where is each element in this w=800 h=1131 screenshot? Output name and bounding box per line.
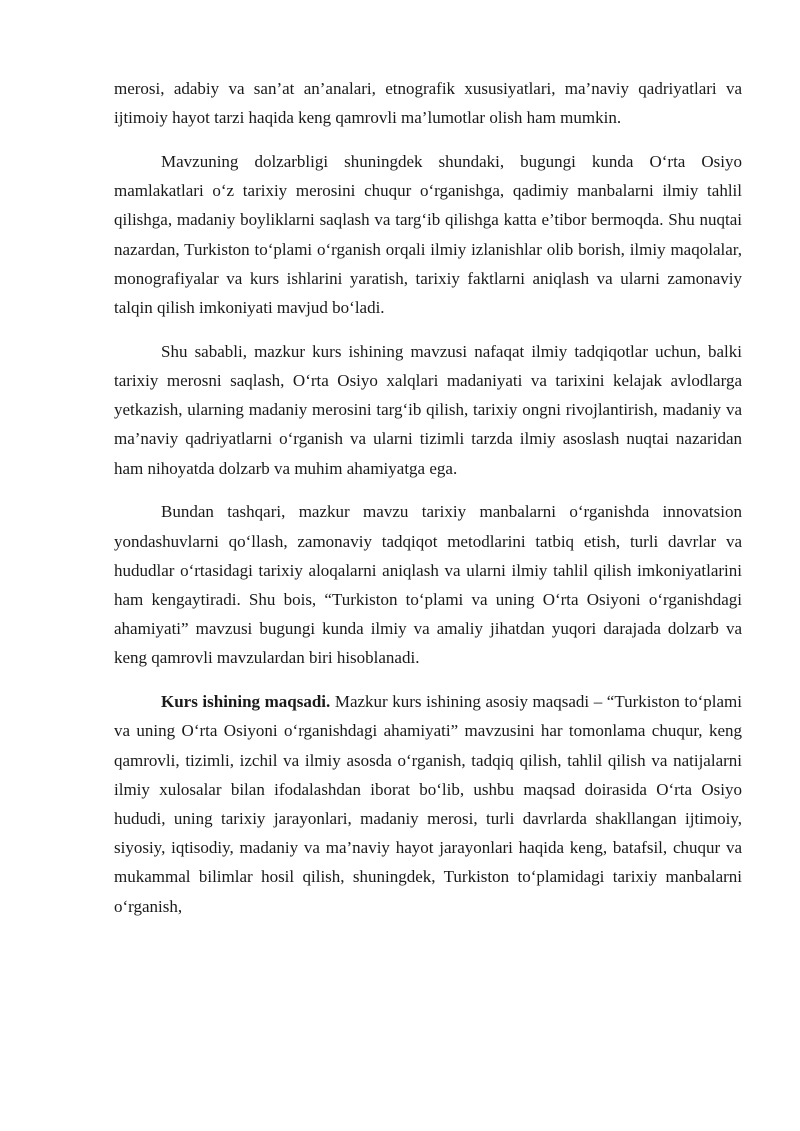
paragraph-continuation [114, 74, 742, 132]
section-heading: Kurs ishining maqsadi. [161, 692, 331, 712]
paragraph-innovation [114, 497, 742, 672]
paragraph-text: Mavzuning dolzarbligi shuningdek shundaki, bugungi kunda O‘rta Osiyo mamlakatlari o‘z tarixiy merosini chuqur o‘rganishga, qadimiy manbalarni ilmiy tahlil qilishga, madaniy boyliklarni saqlash va targ‘ib qilishga katta e’tibor bermoqda. Shu nuqtai nazardan, Turkiston to‘plami o‘rganish orqali ilmiy izlanishlar olib borish, ilmiy maqolalar, monografiyalar va kurs ishlarini yaratish, tarixiy faktlarni aniqlash va ularni zamonaviy talqin qilish imkoniyati mavjud bo‘ladi. [114, 152, 742, 318]
paragraph-importance [114, 337, 742, 483]
paragraph-text: Bundan tashqari, mazkur mavzu tarixiy manbalarni o‘rganishda innovatsion yondashuvlarni qo‘llash, zamonaviy tadqiqot metodlarini tatbiq etish, turli davrlar va hududlar o‘rtasidagi tarixiy aloqalarni aniqlash va ularni ilmiy tahlil qilish imkoniyatlarini ham kengaytiradi. Shu bois, “Turkiston to‘plami va uning O‘rta Osiyoni o‘rganishdagi ahamiyati” mavzusi bugungi kunda ilmiy va amaliy jihatdan yuqori darajada dolzarb va keng qamrovli mavzulardan biri hisoblanadi. [114, 502, 742, 668]
page-body [114, 74, 742, 921]
paragraph-goal [114, 687, 742, 921]
paragraph-text: merosi, adabiy va san’at an’analari, etnografik xususiyatlari, ma’naviy qadriyatlari va ijtimoiy hayot tarzi haqida keng qamrovli ma’lumotlar olish ham mumkin. [114, 79, 742, 128]
paragraph-text: Shu sababli, mazkur kurs ishining mavzusi nafaqat ilmiy tadqiqotlar uchun, balki tarixiy merosni saqlash, O‘rta Osiyo xalqlari madaniyati va tarixini kelajak avlodlarga yetkazish, ularning madaniy merosini targ‘ib qilish, tarixiy ongni rivojlantirish, madaniy va ma’naviy qadriyatlarni o‘rganish va ularni tizimli tarzda ilmiy asoslash nuqtai nazaridan ham nihoyatda dolzarb va muhim ahamiyatga ega. [114, 341, 742, 478]
paragraph-text: Mazkur kurs ishining asosiy maqsadi – “Turkiston to‘plami va uning O‘rta Osiyoni o‘rganishdagi ahamiyati” mavzusini har tomonlama chuqur, keng qamrovli, tizimli, izchil va ilmiy asosda o‘rganish, tadqiq qilish, tahlil qilish va natijalarni ilmiy xulosalar bilan ifodalashdan iborat bo‘lib, ushbu maqsad doirasida O‘rta Osiyo hududi, uning tarixiy jarayonlari, madaniy merosi, turli davrlarda shakllangan ijtimoiy, siyosiy, iqtisodiy, madaniy va ma’naviy hayot jarayonlari haqida keng, batafsil, chuqur va mukammal bilimlar hosil qilish, shuningdek, Turkiston to‘plamidagi tarixiy manbalarni o‘rganish, [114, 692, 742, 916]
paragraph-relevance [114, 147, 742, 322]
